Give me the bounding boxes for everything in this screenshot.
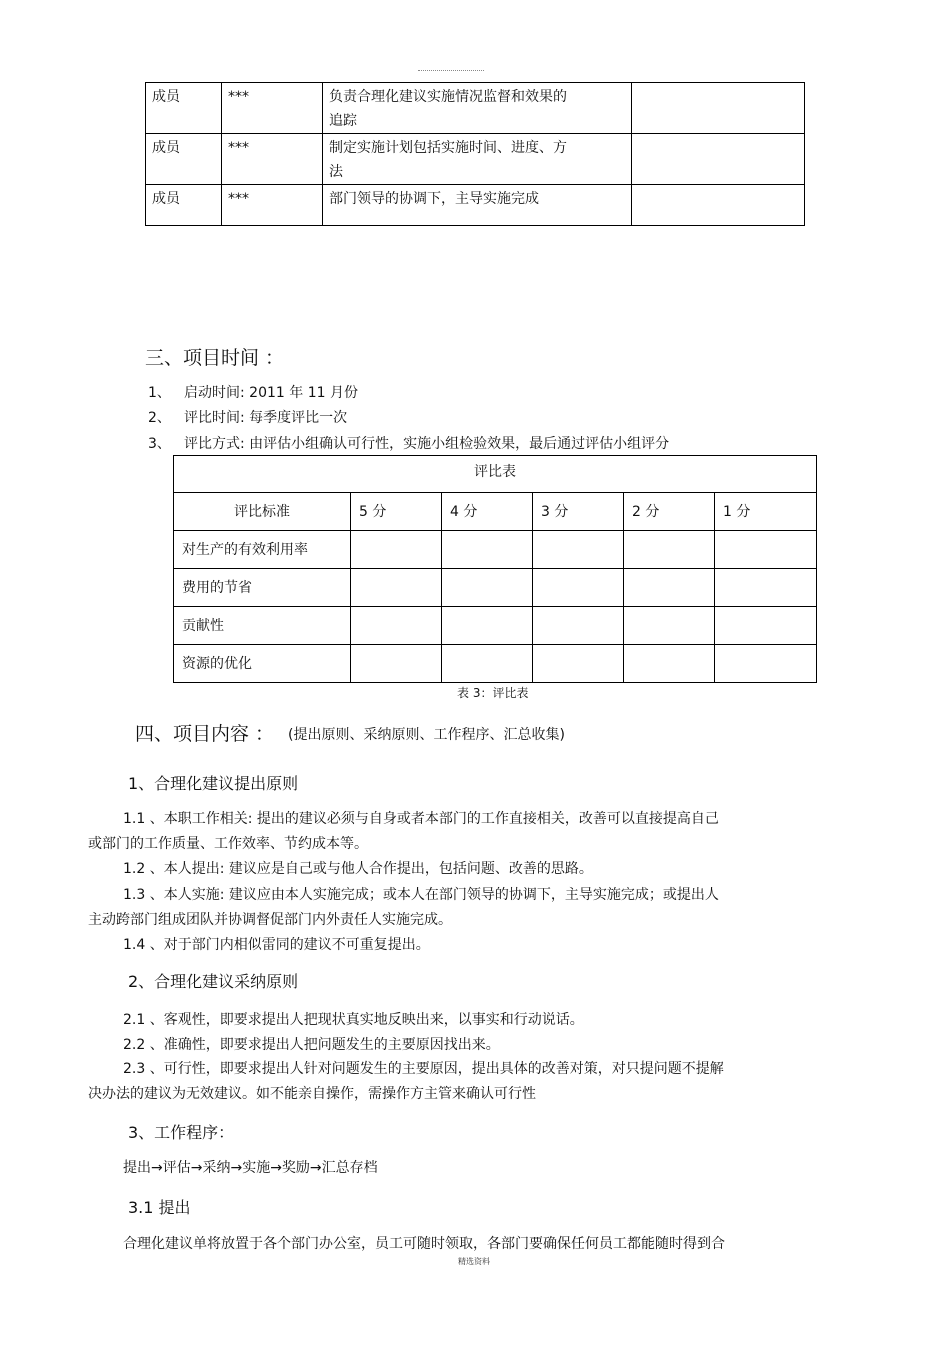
table-row xyxy=(174,645,817,683)
footer-text: 精选资料 xyxy=(458,1257,490,1266)
header-dotted-line xyxy=(418,70,484,71)
note-cell xyxy=(632,83,805,134)
duty-cell xyxy=(323,83,632,134)
criterion-cell: 资源的优化 xyxy=(174,645,351,683)
score-cell xyxy=(715,645,817,683)
list-item-number: 1、 xyxy=(148,385,171,401)
paragraph-line: 主动跨部门组成团队并协调督促部门内外责任人实施完成。 xyxy=(88,912,452,928)
note-cell xyxy=(632,185,805,226)
duty-cell xyxy=(323,134,632,185)
score-cell xyxy=(624,607,715,645)
workflow-line: 提出→评估→采纳→实施→奖励→汇总存档 xyxy=(123,1160,378,1176)
list-item: 评比方式: 由评估小组确认可行性，实施小组检验效果，最后通过评估小组评分 xyxy=(184,436,670,452)
subsection-title: 1、合理化建议提出原则 xyxy=(128,774,299,793)
subsection-title: 2、合理化建议采纳原则 xyxy=(128,972,299,991)
members-table xyxy=(145,82,805,226)
header-cell: 1 分 xyxy=(715,493,817,531)
score-cell xyxy=(442,569,533,607)
score-cell xyxy=(442,607,533,645)
role-cell: 成员 xyxy=(146,185,222,226)
criterion-cell: 费用的节省 xyxy=(174,569,351,607)
score-cell xyxy=(533,607,624,645)
table-row xyxy=(146,83,805,134)
role-cell: 成员 xyxy=(146,134,222,185)
duty-cell xyxy=(323,185,632,226)
criterion-cell: 对生产的有效利用率 xyxy=(174,531,351,569)
subsection-title: 3.1 提出 xyxy=(128,1198,191,1217)
header-cell: 评比标准 xyxy=(174,493,351,531)
name-cell: *** xyxy=(222,83,323,134)
name-cell: *** xyxy=(222,134,323,185)
score-cell xyxy=(442,645,533,683)
table-title-row xyxy=(174,456,817,493)
header-cell: 5 分 xyxy=(351,493,442,531)
header-cell: 3 分 xyxy=(533,493,624,531)
criterion-cell: 贡献性 xyxy=(174,607,351,645)
score-cell xyxy=(624,569,715,607)
score-cell xyxy=(533,645,624,683)
paragraph-line: 合理化建议单将放置于各个部门办公室，员工可随时领取，各部门要确保任何员工都能随时得到合 xyxy=(123,1236,725,1252)
duty-line: 法 xyxy=(329,164,343,180)
table-row xyxy=(174,607,817,645)
list-item: 启动时间: 2011 年 11 月份 xyxy=(184,385,358,401)
score-cell xyxy=(533,531,624,569)
list-item-number: 2、 xyxy=(148,410,171,426)
subsection-title: 3、工作程序： xyxy=(128,1123,235,1142)
list-item-number: 3、 xyxy=(148,436,171,452)
score-cell xyxy=(351,569,442,607)
paragraph-line: 决办法的建议为无效建议。如不能亲自操作，需操作方主管来确认可行性 xyxy=(88,1086,536,1102)
duty-line: 制定实施计划包括实施时间、进度、方 xyxy=(329,140,567,156)
score-cell xyxy=(715,531,817,569)
score-cell xyxy=(624,645,715,683)
paragraph-line: 2.1 、客观性，即要求提出人把现状真实地反映出来，以事实和行动说话。 xyxy=(123,1012,584,1028)
duty-line: 追踪 xyxy=(329,113,357,129)
table-row xyxy=(146,134,805,185)
table-row xyxy=(174,569,817,607)
paragraph-line: 1.2 、本人提出: 建议应是自己或与他人合作提出，包括问题、改善的思路。 xyxy=(123,861,593,877)
list-item: 评比时间: 每季度评比一次 xyxy=(184,410,348,426)
duty-line: 部门领导的协调下，主导实施完成 xyxy=(329,191,539,207)
paragraph-line: 2.2 、准确性，即要求提出人把问题发生的主要原因找出来。 xyxy=(123,1037,500,1053)
score-cell xyxy=(624,531,715,569)
paragraph-line: 2.3 、可行性，即要求提出人针对问题发生的主要原因，提出具体的改善对策，对只提问题不提解 xyxy=(123,1061,724,1077)
table-row xyxy=(174,531,817,569)
paragraph-line: 或部门的工作质量、工作效率、节约成本等。 xyxy=(88,836,368,852)
score-table xyxy=(173,455,817,683)
table-caption: 表 3：评比表 xyxy=(457,686,529,700)
score-cell xyxy=(715,607,817,645)
section4-heading: 四、项目内容 ： xyxy=(135,723,275,745)
score-cell xyxy=(715,569,817,607)
table-header-row xyxy=(174,493,817,531)
paragraph-line: 1.1 、本职工作相关: 提出的建议必须与自身或者本部门的工作直接相关，改善可以直接提高自己 xyxy=(123,811,719,827)
table-row xyxy=(146,185,805,226)
paragraph-line: 1.4 、对于部门内相似雷同的建议不可重复提出。 xyxy=(123,937,430,953)
score-cell xyxy=(351,531,442,569)
score-table-title: 评比表 xyxy=(174,456,817,493)
section3-heading: 三、项目时间 ： xyxy=(145,347,285,369)
header-cell: 4 分 xyxy=(442,493,533,531)
duty-line: 负责合理化建议实施情况监督和效果的 xyxy=(329,89,567,105)
section4-heading-note: (提出原则、采纳原则、工作程序、汇总收集) xyxy=(288,727,565,743)
note-cell xyxy=(632,134,805,185)
score-cell xyxy=(351,607,442,645)
score-cell xyxy=(533,569,624,607)
paragraph-line: 1.3 、本人实施: 建议应由本人实施完成；或本人在部门领导的协调下，主导实施完成；或提出人 xyxy=(123,887,719,903)
name-cell: *** xyxy=(222,185,323,226)
header-cell: 2 分 xyxy=(624,493,715,531)
score-cell xyxy=(351,645,442,683)
role-cell: 成员 xyxy=(146,83,222,134)
score-cell xyxy=(442,531,533,569)
